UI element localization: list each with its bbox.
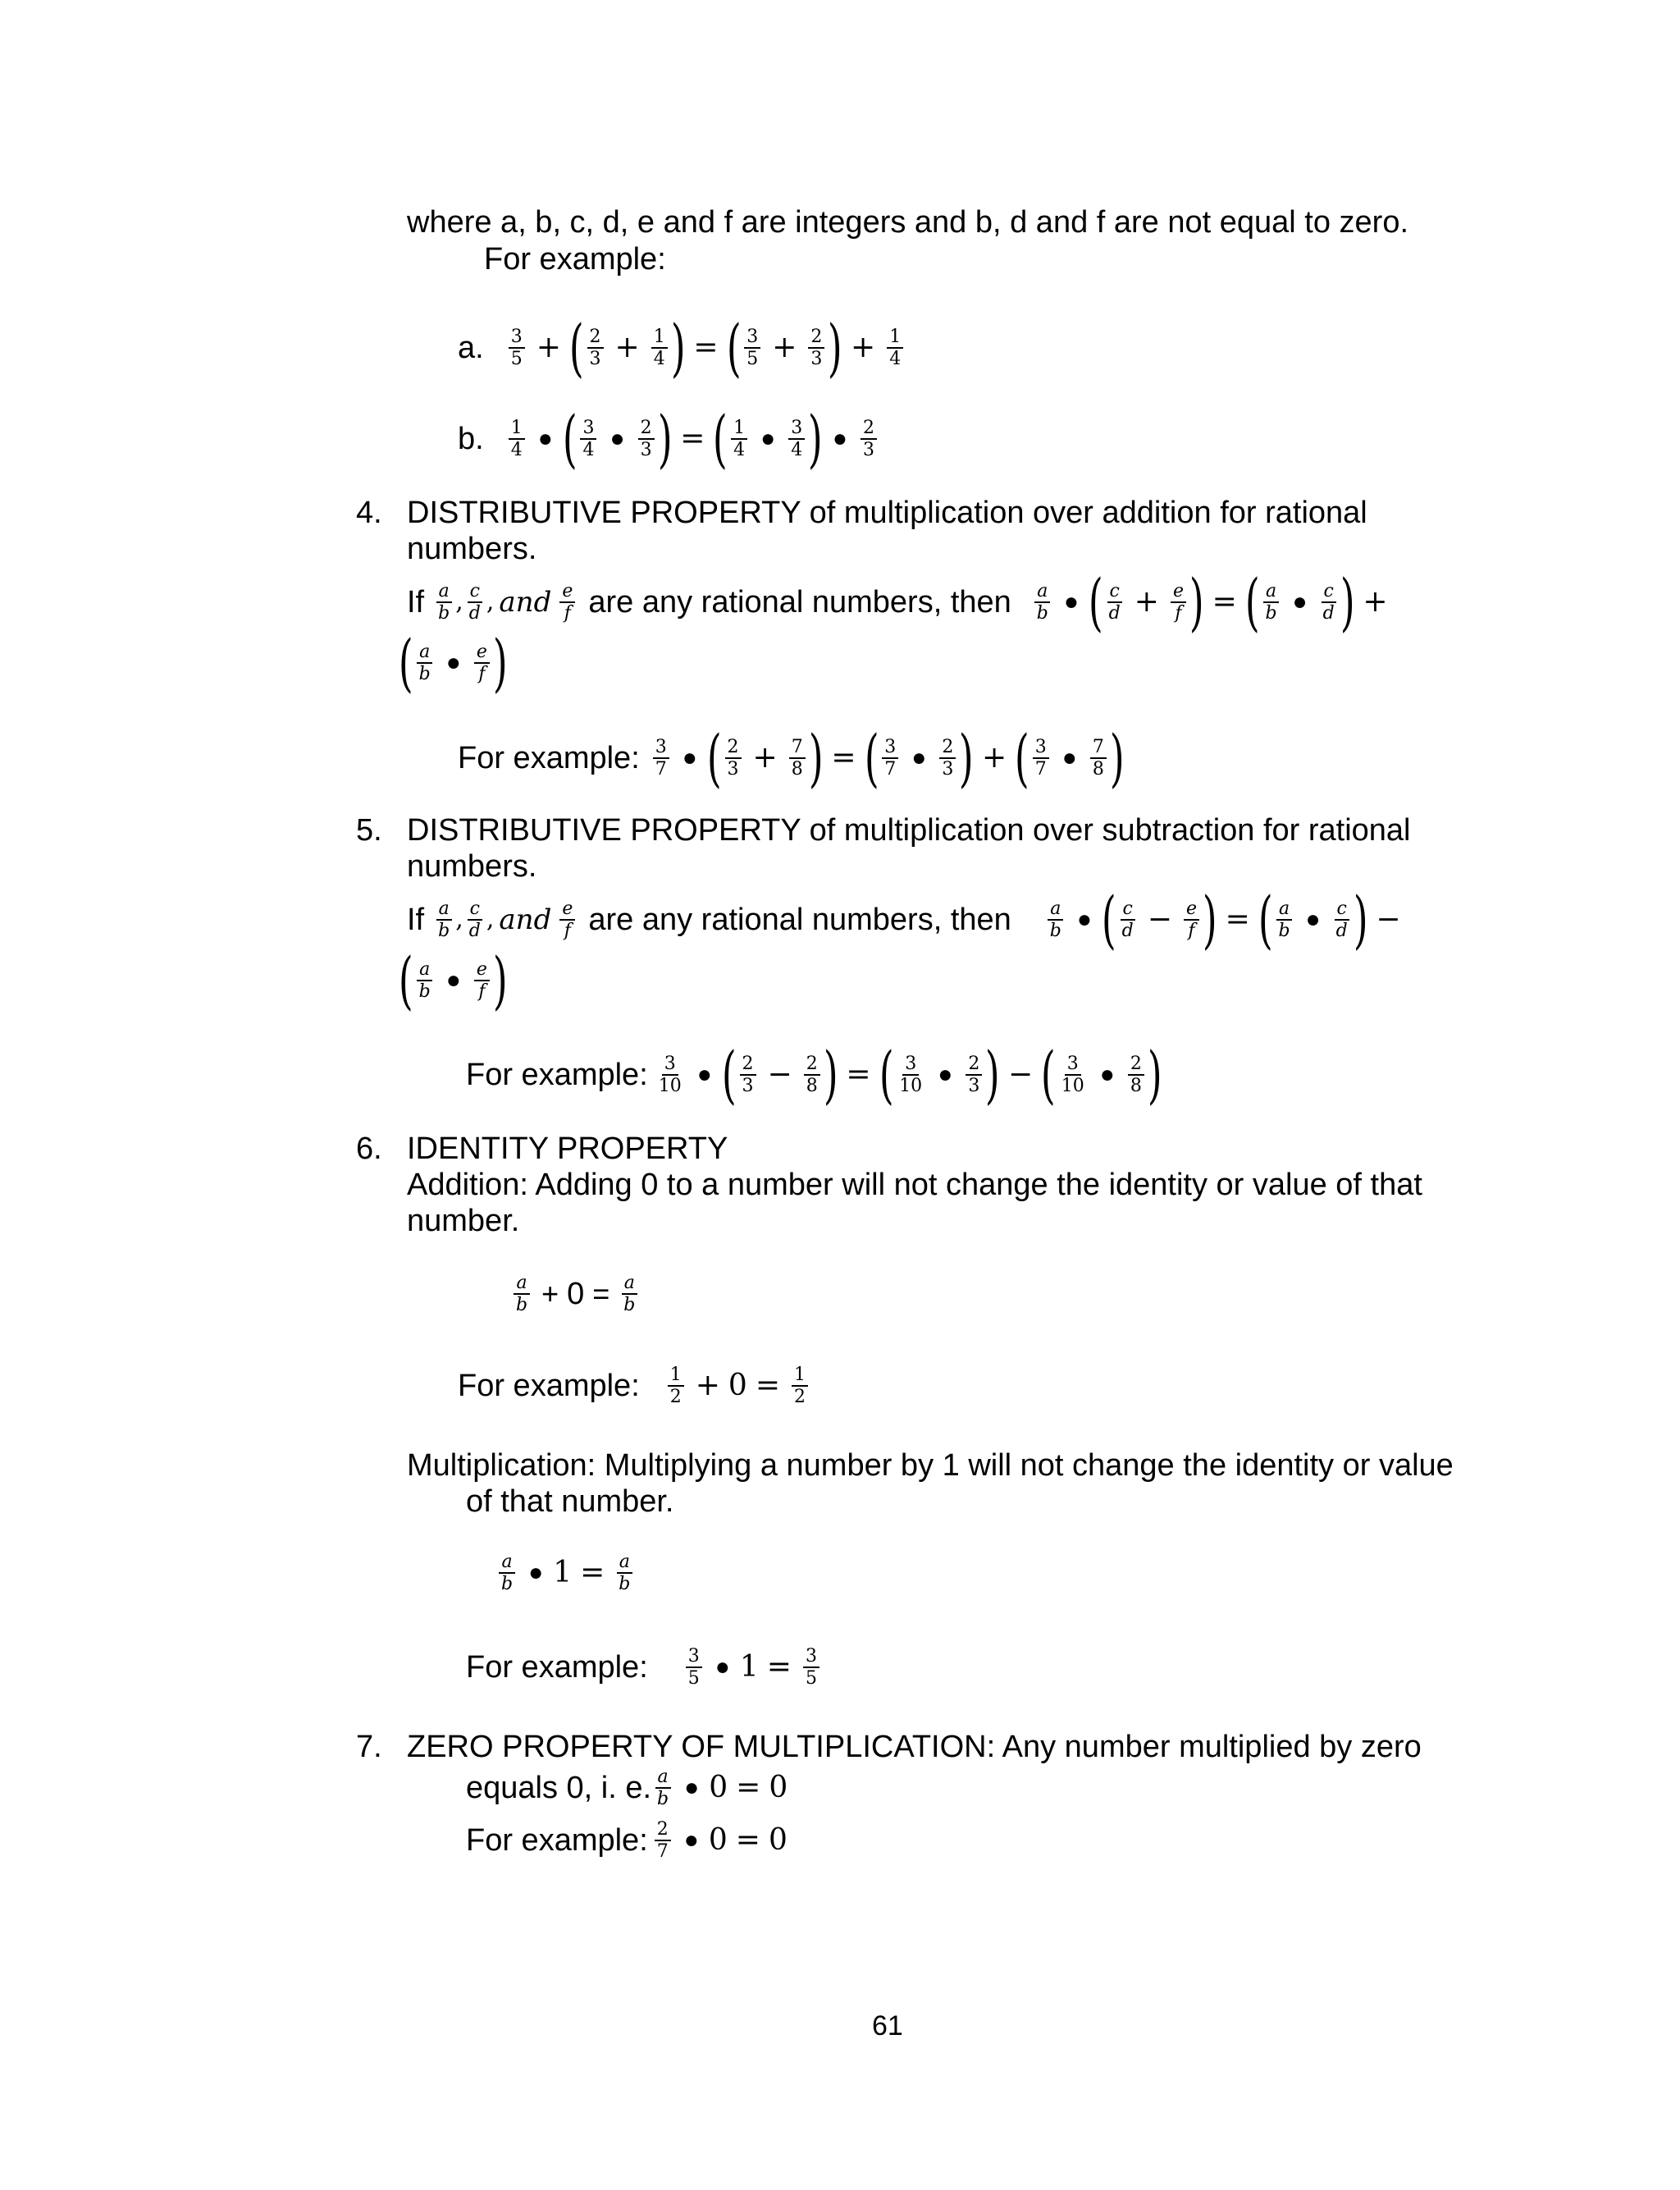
fraction: $\frac{3}{5}$ <box>744 327 760 368</box>
item-5-example: For example: $\frac{3}{10}$ ● ( $\frac{2}{3}$ − $\frac{2}{8}$ ) = ( $\frac{3}{10}$ ● $\frac{2}{3}$ ) − ( $\frac{3}{10}$ ● $\frac{2}{8}$ ) <box>466 1038 1162 1111</box>
example-b: b. $\frac{1}{4}$ ● ( $\frac{3}{4}$ ● $\frac{2}{3}$ ) = ( $\frac{1}{4}$ ● $\frac{3}{4}$ ) ● $\frac{2}{3}$ <box>458 408 880 470</box>
and-word: and <box>499 903 552 936</box>
addition-line-1: Addition: Adding 0 to a number will not change the identity or value of that <box>407 1168 1422 1202</box>
item-4-heading: DISTRIBUTIVE PROPERTY of multiplication over addition for rational <box>407 496 1367 530</box>
one: 1 <box>739 1650 759 1685</box>
item-5-heading: DISTRIBUTIVE PROPERTY of multiplication over subtraction for rational <box>407 813 1411 848</box>
fraction: $\frac{a}{b}$ <box>499 1552 515 1593</box>
item-5-number: 5. <box>356 813 382 848</box>
if-word: If <box>407 903 425 937</box>
fraction: $\frac{a}{b}$ <box>621 1273 637 1314</box>
fraction: $\frac{2}{3}$ <box>725 738 742 779</box>
one: 1 <box>553 1556 573 1590</box>
fraction: $\frac{3}{7}$ <box>882 738 898 779</box>
fraction: $\frac{2}{3}$ <box>966 1054 982 1095</box>
intro-line-2: For example: <box>484 242 666 277</box>
example-label: For example: <box>458 741 640 775</box>
fraction: $\frac{2}{8}$ <box>804 1054 820 1095</box>
fraction: $\frac{a}{b}$ <box>1262 582 1279 623</box>
fraction: $\frac{a}{b}$ <box>417 642 433 684</box>
fraction: $\frac{c}{d}$ <box>1334 899 1350 940</box>
fraction: $\frac{2}{3}$ <box>740 1054 756 1095</box>
fraction: $\frac{3}{10}$ <box>899 1053 923 1096</box>
if-word: If <box>407 585 425 620</box>
example-a-label: a. <box>458 331 484 365</box>
fraction: $\frac{1}{4}$ <box>651 327 668 368</box>
item-7-heading: ZERO PROPERTY OF MULTIPLICATION: Any number multiplied by zero <box>407 1730 1422 1764</box>
fraction: $\frac{e}{f}$ <box>474 960 490 1001</box>
fraction: $\frac{7}{8}$ <box>1090 738 1107 779</box>
item-6-heading: IDENTITY PROPERTY <box>407 1132 728 1166</box>
fraction: $\frac{a}{b}$ <box>417 960 433 1001</box>
fraction: $\frac{e}{f}$ <box>559 899 575 940</box>
fraction: $\frac{3}{10}$ <box>1061 1053 1084 1096</box>
fraction: $\frac{e}{f}$ <box>1184 899 1199 940</box>
intro-line-1: where a, b, c, d, e and f are integers and b, d and f are not equal to zero. <box>407 205 1409 240</box>
item-6-number: 6. <box>356 1132 382 1166</box>
zero: 0 <box>708 1823 728 1858</box>
fraction: $\frac{1}{2}$ <box>792 1365 808 1406</box>
item-7-line-2: equals 0, i. e. <box>466 1771 652 1806</box>
item-7-formula: equals 0, i. e. $\frac{a}{b}$ ● 0 = 0 <box>466 1767 788 1810</box>
fraction: $\frac{2}{3}$ <box>861 418 877 459</box>
fraction: $\frac{a}{b}$ <box>1276 899 1292 940</box>
fraction: $\frac{e}{f}$ <box>559 582 575 623</box>
fraction: $\frac{e}{f}$ <box>474 642 490 684</box>
addition-example: For example: $\frac{1}{2}$ + 0 = $\frac{1}{2}$ <box>458 1365 811 1406</box>
multiplication-line-2: of that number. <box>466 1484 674 1519</box>
then-text: are any rational numbers, then <box>588 585 1011 620</box>
zero: 0 <box>709 1771 728 1805</box>
item-4-example: For example: $\frac{3}{7}$ ● ( $\frac{2}{3}$ + $\frac{7}{8}$ ) = ( $\frac{3}{7}$ ● $\frac{2}{3}$ ) + ( $\frac{3}{7}$ ● $\frac{7}{8}$ ) <box>458 721 1125 794</box>
fraction: $\frac{2}{3}$ <box>587 327 604 368</box>
fraction: $\frac{c}{d}$ <box>467 582 483 623</box>
item-5-formula-cont: ( $\frac{a}{b}$ ● $\frac{e}{f}$ ) <box>398 944 508 1017</box>
fraction: $\frac{c}{d}$ <box>467 899 483 940</box>
multiplication-line-1: Multiplication: Multiplying a number by 1 will not change the identity or value <box>407 1448 1454 1483</box>
item-4-formula-cont: ( $\frac{a}{b}$ ● $\frac{e}{f}$ ) <box>398 626 508 699</box>
fraction: $\frac{1}{2}$ <box>668 1365 684 1406</box>
example-label: For example: <box>466 1650 648 1685</box>
fraction: $\frac{3}{5}$ <box>803 1647 819 1688</box>
item-7-number: 7. <box>356 1730 382 1764</box>
fraction: $\frac{3}{4}$ <box>788 418 805 459</box>
and-word: and <box>499 586 552 619</box>
example-a: a. $\frac{3}{5}$ + ( $\frac{2}{3}$ + $\frac{1}{4}$ ) = ( $\frac{3}{5}$ + $\frac{2}{3}$ ) + $\frac{1}{4}$ <box>458 317 906 379</box>
page-number: 61 <box>872 2010 903 2041</box>
fraction: $\frac{a}{b}$ <box>436 899 452 940</box>
fraction: $\frac{3}{10}$ <box>658 1053 682 1096</box>
fraction: $\frac{2}{8}$ <box>1128 1054 1144 1095</box>
fraction: $\frac{1}{4}$ <box>509 418 525 459</box>
zero: 0 <box>567 1277 585 1312</box>
addition-identity-formula: $\frac{a}{b}$ + 0 = $\frac{a}{b}$ <box>510 1273 641 1314</box>
item-7-example: For example: $\frac{2}{7}$ ● 0 = 0 <box>466 1819 788 1863</box>
example-label: For example: <box>458 1369 640 1404</box>
example-label: For example: <box>466 1058 648 1092</box>
addition-line-2: number. <box>407 1204 520 1238</box>
zero: 0 <box>768 1823 788 1858</box>
fraction: $\frac{3}{7}$ <box>1033 738 1049 779</box>
fraction: $\frac{a}{b}$ <box>616 1552 632 1593</box>
item-5-formula-line: If $\frac{a}{b}$ , $\frac{c}{d}$ , and $\frac{e}{f}$ are any rational numbers, then $\frac{a}{b}$ ● ( $\frac{c}{d}$ − $\frac{e}{f}$ ) = ( $\frac{a}{b}$ ● $\frac{c}{d}$ ) − <box>407 883 1401 956</box>
fraction: $\frac{7}{8}$ <box>789 738 806 779</box>
example-b-label: b. <box>458 422 484 456</box>
fraction: $\frac{a}{b}$ <box>514 1273 530 1314</box>
fraction: $\frac{3}{4}$ <box>580 418 596 459</box>
zero: 0 <box>728 1369 747 1403</box>
fraction: $\frac{2}{7}$ <box>655 1820 671 1861</box>
fraction: $\frac{1}{4}$ <box>731 418 747 459</box>
fraction: $\frac{2}{3}$ <box>939 738 956 779</box>
multiplication-identity-formula: $\frac{a}{b}$ ● 1 = $\frac{a}{b}$ <box>495 1552 636 1593</box>
zero: 0 <box>769 1771 788 1805</box>
fraction: $\frac{e}{f}$ <box>1171 582 1186 623</box>
fraction: $\frac{c}{d}$ <box>1107 582 1123 623</box>
fraction: $\frac{a}{b}$ <box>1048 899 1064 940</box>
item-5-heading-cont: numbers. <box>407 849 537 884</box>
fraction: $\frac{c}{d}$ <box>1321 582 1337 623</box>
fraction: $\frac{3}{5}$ <box>686 1647 702 1688</box>
fraction: $\frac{a}{b}$ <box>436 582 452 623</box>
example-label: For example: <box>466 1823 648 1859</box>
item-4-number: 4. <box>356 496 382 530</box>
fraction: $\frac{a}{b}$ <box>1034 582 1051 623</box>
multiplication-example: For example: $\frac{3}{5}$ ● 1 = $\frac{3}{5}$ <box>466 1647 823 1688</box>
item-4-heading-cont: numbers. <box>407 532 537 566</box>
fraction: $\frac{3}{7}$ <box>653 738 669 779</box>
fraction: $\frac{1}{4}$ <box>887 327 903 368</box>
fraction: $\frac{c}{d}$ <box>1120 899 1136 940</box>
fraction: $\frac{3}{5}$ <box>509 327 525 368</box>
fraction: $\frac{2}{3}$ <box>808 327 824 368</box>
fraction: $\frac{2}{3}$ <box>638 418 655 459</box>
item-4-formula-line: If $\frac{a}{b}$ , $\frac{c}{d}$ , and $\frac{e}{f}$ are any rational numbers, then $\frac{a}{b}$ ● ( $\frac{c}{d}$ + $\frac{e}{f}$ ) = ( $\frac{a}{b}$ ● $\frac{c}{d}$ ) + <box>407 565 1388 638</box>
fraction: $\frac{a}{b}$ <box>655 1767 671 1808</box>
then-text: are any rational numbers, then <box>588 903 1011 937</box>
